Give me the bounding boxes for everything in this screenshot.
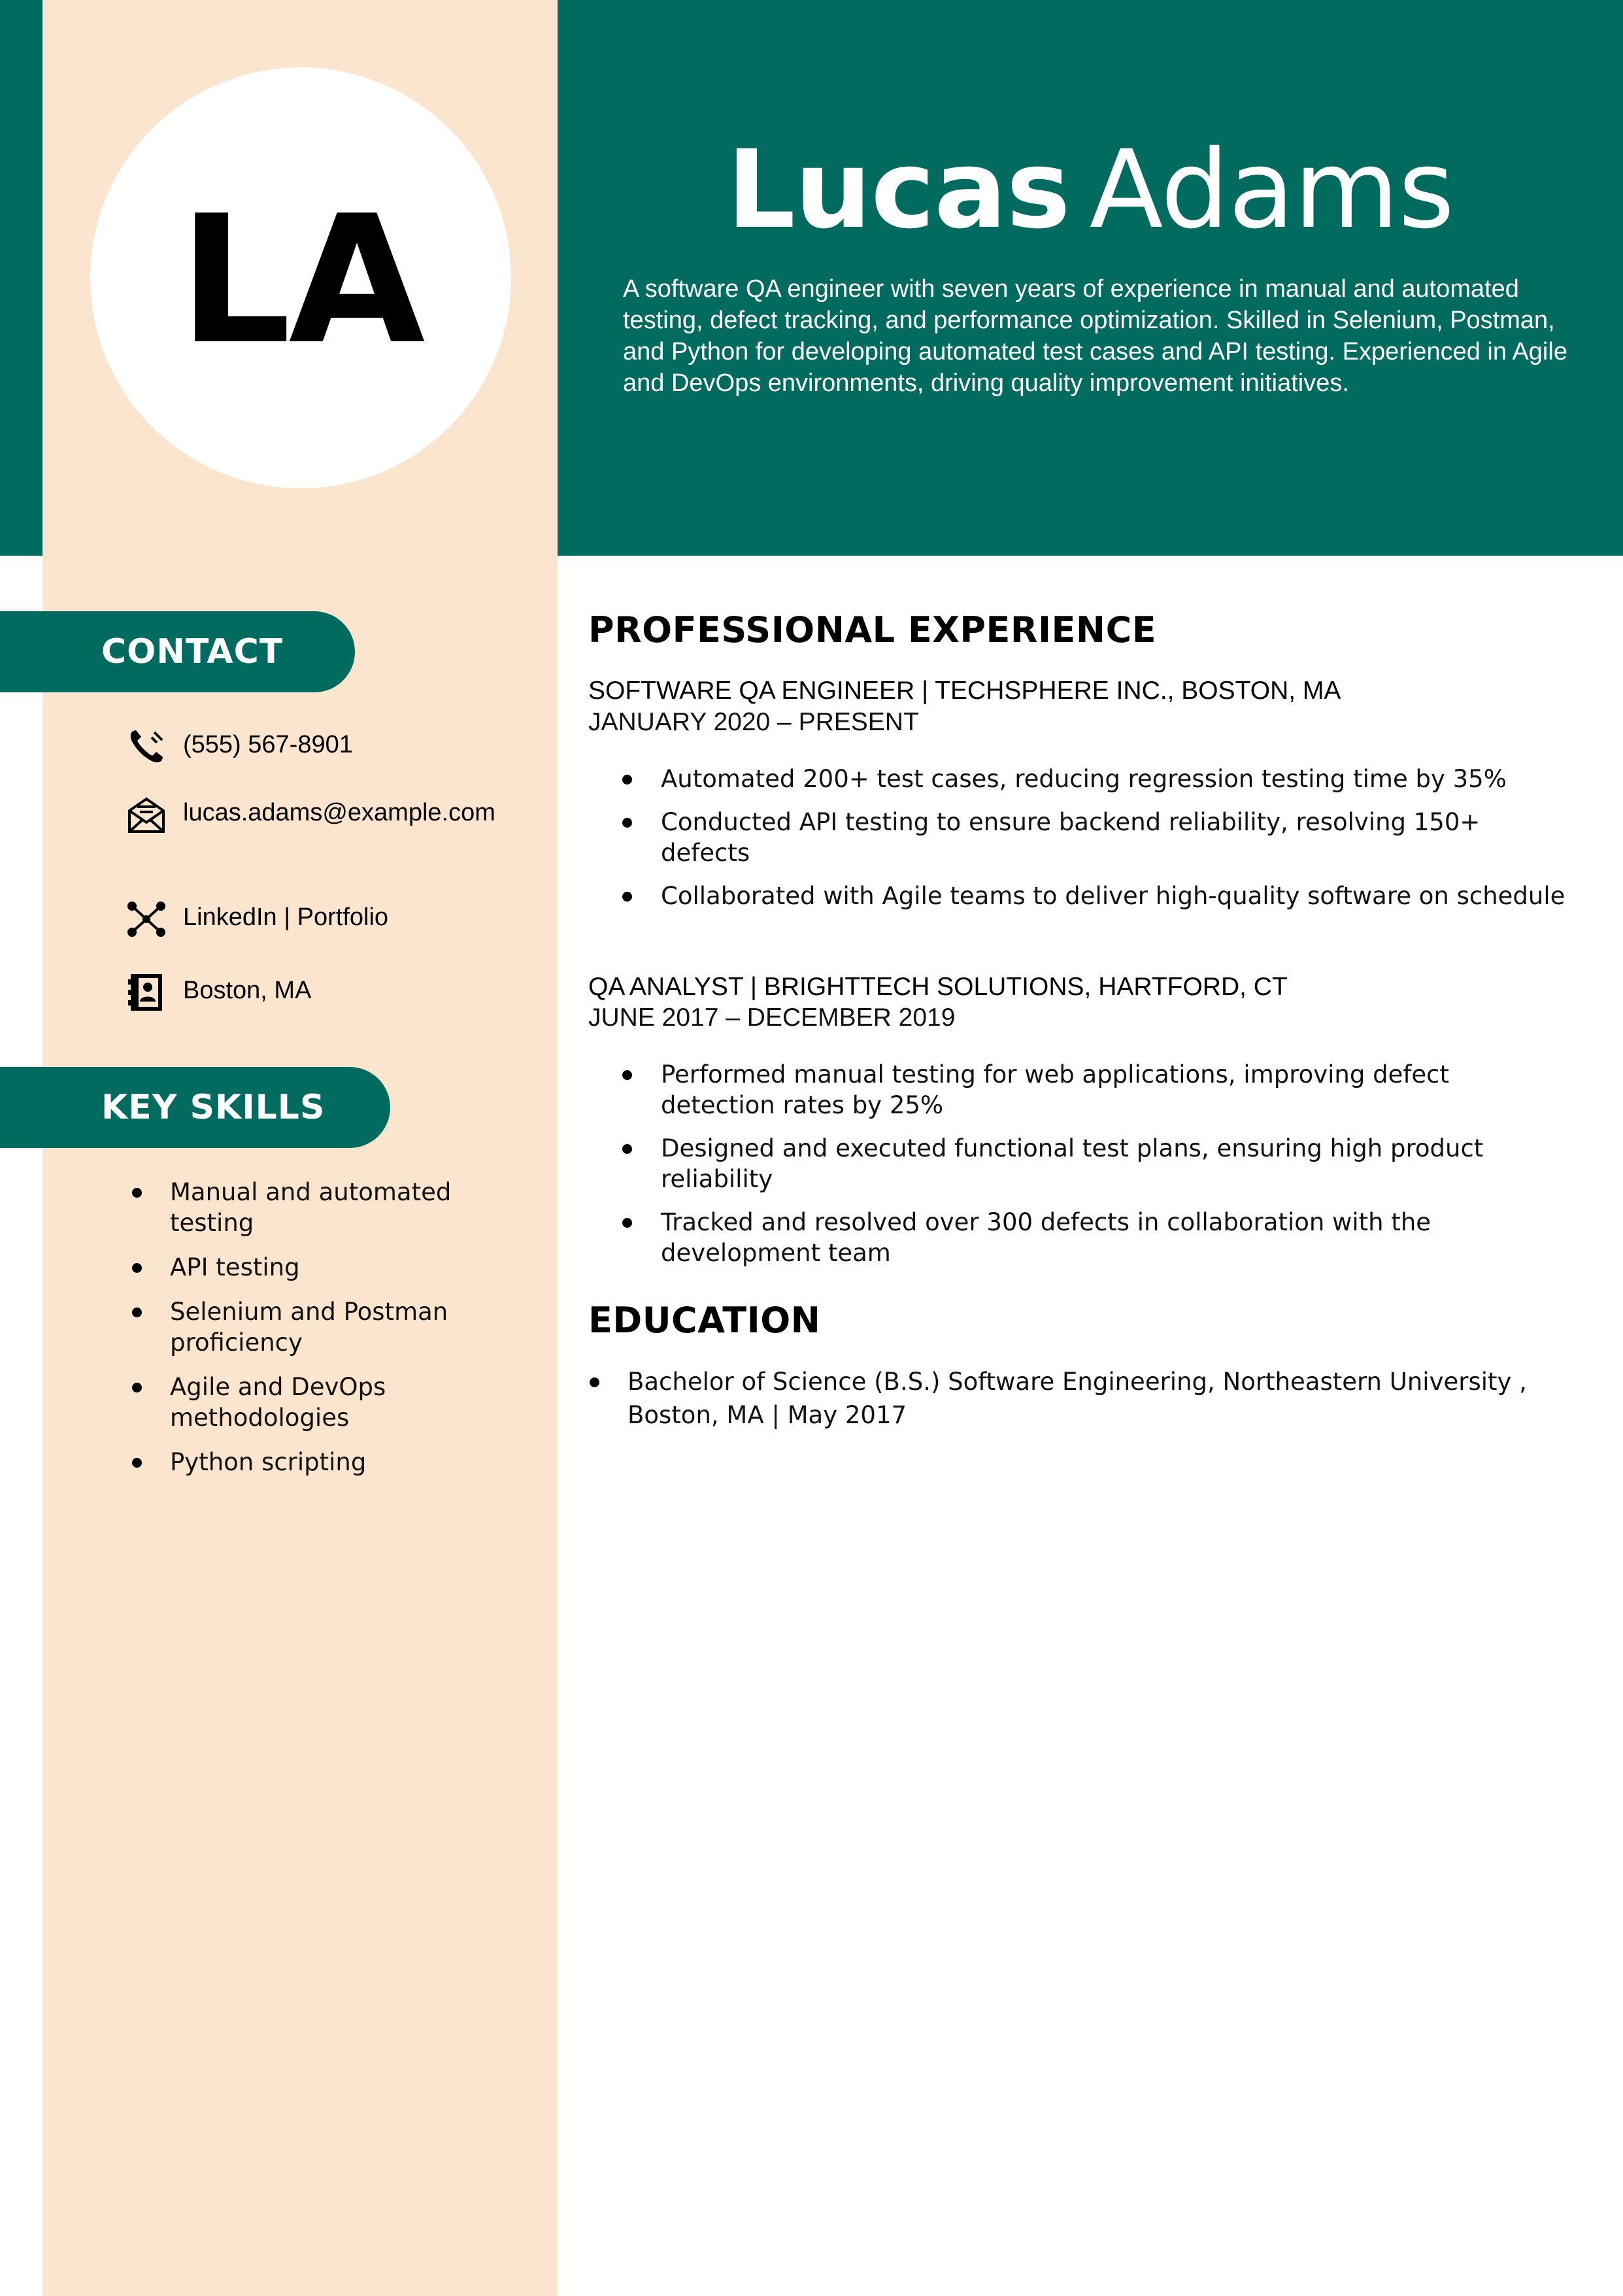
achievement-item: Conducted API testing to ensure backend reliability, resolving 150+ defects (588, 807, 1569, 868)
skill-item: Agile and DevOps methodologies (124, 1372, 490, 1433)
contact-phone (124, 724, 503, 769)
achievement-item: Performed manual testing for web applications, improving defect detection rates by 25% (588, 1059, 1569, 1121)
professional-summary: A software QA engineer with seven years of experience in manual and automated testing, defect tracking, and performance optimization. Skilled in Selenium, Postman, and Python for developing automated test cases and API testing. Experienced in Agile and DevOps environments, driving quality improvement initiatives. (623, 275, 1567, 397)
achievement-item: Collaborated with Agile teams to deliver high-quality software on schedule (588, 881, 1569, 911)
achievement-item: Designed and executed functional test plans, ensuring high product reliability (588, 1133, 1569, 1194)
achievement-item: Tracked and resolved over 300 defects in collaboration with the development team (588, 1207, 1569, 1268)
email-icon (124, 792, 169, 837)
experience-heading: PROFESSIONAL EXPERIENCE (588, 609, 1157, 650)
left-accent-strip (0, 0, 42, 556)
job-title: QA ANALYST | BRIGHTTECH SOLUTIONS, HARTFORD, CT (588, 973, 1288, 1001)
monogram-initials: LA (178, 177, 423, 383)
contact-heading: CONTACT (0, 611, 355, 692)
contact-location-text: Boston, MA (183, 977, 312, 1004)
candidate-name (558, 124, 1623, 255)
contact-phone-text: (555) 567-8901 (183, 731, 353, 758)
network-icon (124, 897, 169, 941)
education-heading: EDUCATION (588, 1300, 821, 1341)
contact-links-text[interactable]: LinkedIn | Portfolio (183, 903, 389, 931)
monogram-circle (90, 67, 511, 488)
skill-item: Selenium and Postman proficiency (124, 1296, 490, 1358)
job-dates: JUNE 2017 – DECEMBER 2019 (588, 1004, 956, 1032)
contact-links[interactable] (124, 897, 503, 941)
achievement-item: Automated 200+ test cases, reducing regression testing time by 35% (588, 764, 1569, 794)
first-name: Lucas (726, 127, 1070, 252)
last-name: Adams (1089, 127, 1454, 252)
address-book-icon (124, 970, 169, 1015)
contact-email-text[interactable]: lucas.adams@example.com (183, 799, 495, 826)
skill-item: Manual and automated testing (124, 1177, 490, 1238)
education-list (588, 1365, 1569, 1444)
skill-item: Python scripting (124, 1447, 490, 1477)
job-title: SOFTWARE QA ENGINEER | TECHSPHERE INC., BOSTON, MA (588, 677, 1341, 705)
contact-location (124, 970, 503, 1015)
job-dates: JANUARY 2020 – PRESENT (588, 708, 919, 736)
education-item: Bachelor of Science (B.S.) Software Engineering, Northeastern University , Boston, MA | May 2017 (588, 1365, 1569, 1432)
job-achievements (588, 764, 1569, 924)
phone-icon (124, 724, 169, 769)
contact-email[interactable] (124, 792, 503, 837)
job-achievements (588, 1059, 1569, 1281)
skill-item: API testing (124, 1252, 490, 1283)
key-skills-list (124, 1177, 490, 1491)
key-skills-heading: KEY SKILLS (0, 1067, 390, 1148)
